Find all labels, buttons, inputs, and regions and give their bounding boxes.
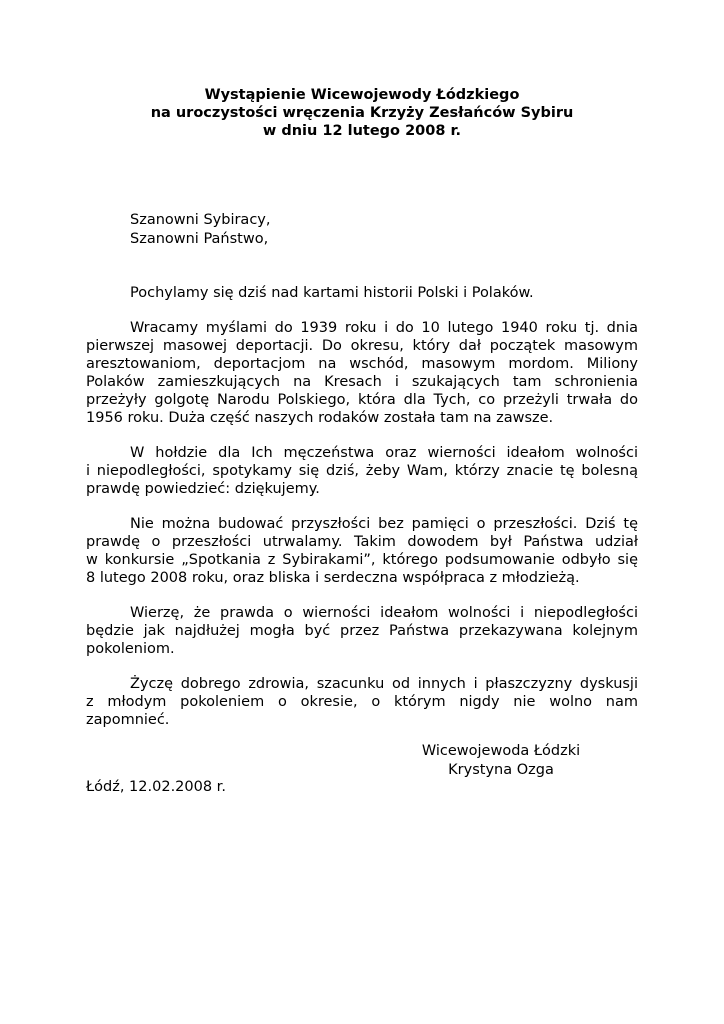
document-title	[0, 86, 724, 140]
paragraph-line: Polaków zamieszkujących na Kresach i szukających tam schronienia	[86, 374, 638, 390]
paragraph-line: w konkursie „Spotkania z Sybirakami”, którego podsumowanie odbyło się	[86, 552, 638, 568]
paragraph-line: i niepodległości, spotykamy się dziś, żeby Wam, którzy znacie tę bolesną	[86, 463, 638, 479]
paragraph-line: aresztowaniom, deportacjom na wschód, masowym mordom. Miliony	[86, 356, 638, 372]
paragraph-line: prawdę powiedzieć: dziękujemy.	[86, 481, 320, 497]
paragraph-line: Życzę dobrego zdrowia, szacunku od innych i płaszczyzny dyskusji	[130, 676, 638, 692]
paragraph-line: z młodym pokoleniem o okresie, o którym nigdy nie wolno nam	[86, 694, 638, 710]
title-line-1: Wystąpienie Wicewojewody Łódzkiego	[204, 87, 520, 103]
signature-name: Krystyna Ozga	[448, 762, 554, 778]
speech-paragraph	[86, 284, 638, 302]
salutation-line-1: Szanowni Sybiracy,	[130, 212, 271, 228]
place-and-date: Łódź, 12.02.2008 r.	[86, 779, 226, 795]
paragraph-line: Wracamy myślami do 1939 roku i do 10 lutego 1940 roku tj. dnia	[130, 320, 638, 336]
paragraph-line: zapomnieć.	[86, 712, 170, 728]
paragraph-line: będzie jak najdłużej mogła być przez Państwa przekazywana kolejnym	[86, 623, 638, 639]
salutation	[130, 211, 270, 249]
paragraph-line: pierwszej masowej deportacji. Do okresu, który dał początek masowym	[86, 338, 638, 354]
paragraph-line: W hołdzie dla Ich męczeństwa oraz wierności ideałom wolności	[130, 445, 638, 461]
paragraph-line: prawdę o przeszłości utrwalamy. Takim dowodem był Państwa udział	[86, 534, 638, 550]
paragraph-line: Nie można budować przyszłości bez pamięci o przeszłości. Dziś tę	[130, 516, 638, 532]
paragraph-line: Wierzę, że prawda o wierności ideałom wolności i niepodległości	[130, 605, 638, 621]
title-line-2: na uroczystości wręczenia Krzyży Zesłańców Sybiru	[150, 105, 574, 121]
speech-paragraph	[86, 675, 638, 729]
paragraph-line: 1956 roku. Duża część naszych rodaków została tam na zawsze.	[86, 410, 554, 426]
speech-paragraph	[86, 515, 638, 587]
title-line-3: w dniu 12 lutego 2008 r.	[262, 123, 462, 139]
paragraph-line: pokoleniom.	[86, 641, 175, 657]
speech-paragraph	[86, 444, 638, 498]
signature-block	[418, 742, 584, 780]
salutation-line-2: Szanowni Państwo,	[130, 231, 269, 247]
paragraph-line: Pochylamy się dziś nad kartami historii Polski i Polaków.	[130, 285, 534, 301]
speech-paragraph	[86, 604, 638, 658]
paragraph-line: 8 lutego 2008 roku, oraz bliska i serdeczna współpraca z młodzieżą.	[86, 570, 580, 586]
speech-body	[86, 284, 638, 746]
paragraph-line: przeżyły golgotę Narodu Polskiego, która dla Tych, co przeżyli trwała do	[86, 392, 638, 408]
speech-paragraph	[86, 319, 638, 427]
signature-role: Wicewojewoda Łódzki	[421, 743, 581, 759]
